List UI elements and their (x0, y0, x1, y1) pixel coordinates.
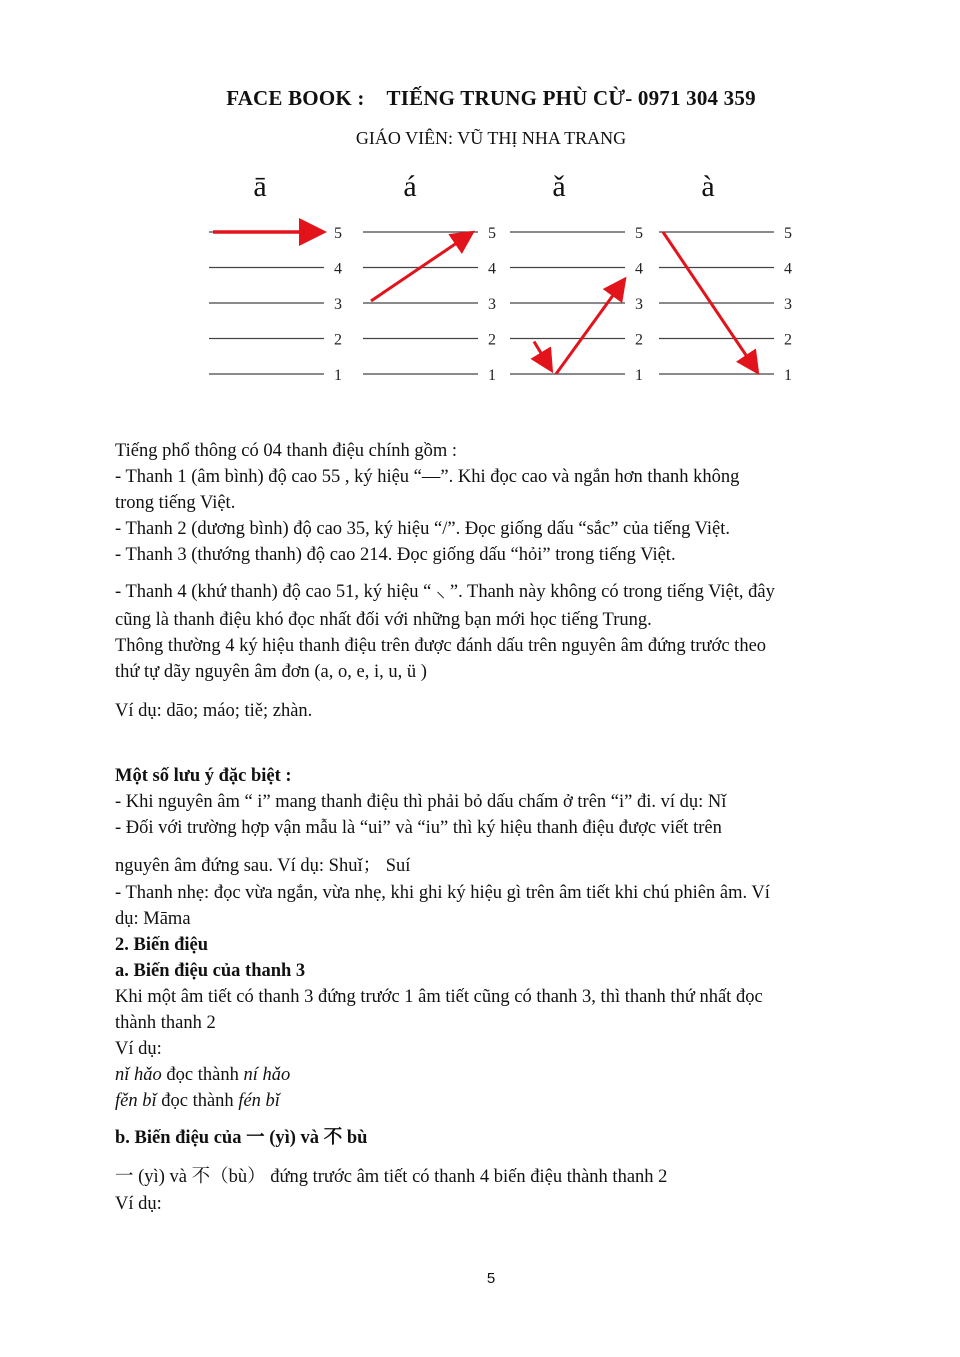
section-2b-heading (115, 1123, 367, 1149)
tone-mark-2: á (403, 170, 417, 203)
section-2b-example-label: Ví dụ: (115, 1194, 162, 1214)
level-label-p2-1: 1 (488, 367, 496, 384)
section-2b-char-bu: 不 (323, 1127, 343, 1148)
example-line: Ví dụ: dāo; máo; tiě; zhàn. (115, 701, 313, 721)
level-label-p1-1: 1 (334, 367, 342, 384)
rule-line-a: Thông thường 4 ký hiệu thanh điệu trên được đánh dấu trên nguyên âm đứng trước theo (115, 636, 767, 656)
level-label-p4-4: 4 (784, 260, 792, 278)
level-label-p2-4: 4 (488, 260, 496, 278)
section-2b-char-yi: 一 (246, 1127, 265, 1148)
section-2b-text-rest: đứng trước âm tiết có thanh 4 biến điệu thành thanh 2 (265, 1167, 668, 1187)
section-2b-mid: (yì) và (264, 1128, 324, 1148)
level-label-p1-4: 4 (334, 260, 342, 278)
tone4-line-b: cũng là thanh điệu khó đọc nhất đối với những bạn mới học tiếng Trung. (115, 610, 652, 630)
section-2b-post: bù (342, 1128, 368, 1148)
tone4-line-a: - Thanh 4 (khứ thanh) độ cao 51, ký hiệu “ ⸜ ”. Thanh này không có trong tiếng Việt, đây (115, 582, 775, 602)
section-2b-text-char-bu: 不 (191, 1166, 211, 1187)
tone-3-arrow-up (556, 282, 623, 375)
level-label-p2-3: 3 (488, 296, 496, 313)
example-1-mid: đọc thành (161, 1065, 244, 1085)
example-2-mid: đọc thành (156, 1091, 239, 1111)
level-label-p4-3: 3 (784, 296, 792, 313)
note3-line-b: dụ: Māma (115, 909, 191, 929)
tone-4-arrow (663, 232, 756, 370)
section-2b-text (115, 1162, 667, 1188)
level-label-p3-1: 1 (635, 367, 643, 384)
level-label-p4-1: 1 (784, 367, 792, 384)
level-label-p2-2: 2 (488, 331, 496, 349)
tone-mark-1: ā (253, 170, 267, 203)
tone2-line: - Thanh 2 (dương bình) độ cao 35, ký hiệu “/”. Đọc giống dấu “sắc” của tiếng Việt. (115, 519, 730, 539)
tone-mark-4: à (701, 170, 715, 203)
level-label-p4-2: 2 (784, 331, 792, 349)
tone-diagram (195, 160, 795, 390)
title-left: FACE BOOK : (226, 86, 365, 110)
section-2a-heading: a. Biến điệu của thanh 3 (115, 961, 306, 981)
teacher-name: GIÁO VIÊN: VŨ THỊ NHA TRANG (355, 128, 627, 148)
title-right: TIẾNG TRUNG PHÙ CỪ- 0971 304 359 (386, 86, 756, 110)
level-label-p4-5: 5 (784, 225, 792, 242)
tone1-line-a: - Thanh 1 (âm bình) độ cao 55 , ký hiệu “—”. Khi đọc cao và ngắn hơn thanh không (115, 467, 740, 487)
tone-mark-3: ǎ (552, 170, 566, 203)
section-2a-example-label: Ví dụ: (115, 1039, 162, 1059)
example-2-word: fěn bǐ (115, 1091, 157, 1111)
intro-text: Tiếng phổ thông có 04 thanh điệu chính gồm : (115, 441, 458, 461)
rule-line-b: thứ tự dãy nguyên âm đơn (a, o, e, i, u, ü ) (115, 662, 427, 682)
section-2a-text-b: thành thanh 2 (115, 1013, 216, 1033)
level-label-p1-2: 2 (334, 331, 342, 349)
example-2-result: fén bǐ (238, 1091, 280, 1111)
level-label-p1-3: 3 (334, 296, 342, 313)
note2-line-b: nguyên âm đứng sau. Ví dụ: Shuǐ； Suí (115, 856, 411, 876)
section-2a-text-a: Khi một âm tiết có thanh 3 đứng trước 1 âm tiết cũng có thanh 3, thì thanh thứ nhất đọc (115, 987, 763, 1007)
level-label-p3-4: 4 (635, 260, 643, 278)
section-2b-text-mid2: （bù） (210, 1167, 266, 1187)
level-label-p3-5: 5 (635, 225, 643, 242)
tone-3-arrow-down (534, 342, 550, 369)
level-label-p2-5: 5 (488, 225, 496, 242)
tone3-line: - Thanh 3 (thướng thanh) độ cao 214. Đọc giống dấu “hỏi” trong tiếng Việt. (115, 545, 676, 565)
example-2 (115, 1091, 280, 1112)
level-label-p3-2: 2 (635, 331, 643, 349)
note1-line: - Khi nguyên âm “ i” mang thanh điệu thì phải bỏ dấu chấm ở trên “i” đi. ví dụ: Nǐ (115, 792, 727, 812)
section-2-heading: 2. Biến điệu (115, 935, 209, 955)
section-2b-text-mid1: (yì) và (133, 1167, 192, 1187)
notes-heading: Một số lưu ý đặc biệt : (115, 766, 292, 786)
example-1 (115, 1065, 290, 1086)
page-number: 5 (486, 1270, 496, 1287)
section-2b-pre: b. Biến điệu của (115, 1128, 247, 1148)
example-1-result: ní hǎo (243, 1065, 291, 1085)
note2-line-a: - Đối với trường hợp vận mẫu là “ui” và “iu” thì ký hiệu thanh điệu được viết trên (115, 818, 722, 838)
level-label-p1-5: 5 (334, 225, 342, 242)
example-1-word: nǐ hǎo (115, 1065, 162, 1085)
level-label-p3-3: 3 (635, 296, 643, 313)
tone1-line-b: trong tiếng Việt. (115, 493, 236, 513)
note3-line-a: - Thanh nhẹ: đọc vừa ngắn, vừa nhẹ, khi ghi ký hiệu gì trên âm tiết khi chú phiên âm. Ví (115, 883, 770, 903)
section-2b-text-char-yi: 一 (115, 1166, 134, 1187)
page-title (0, 86, 960, 111)
